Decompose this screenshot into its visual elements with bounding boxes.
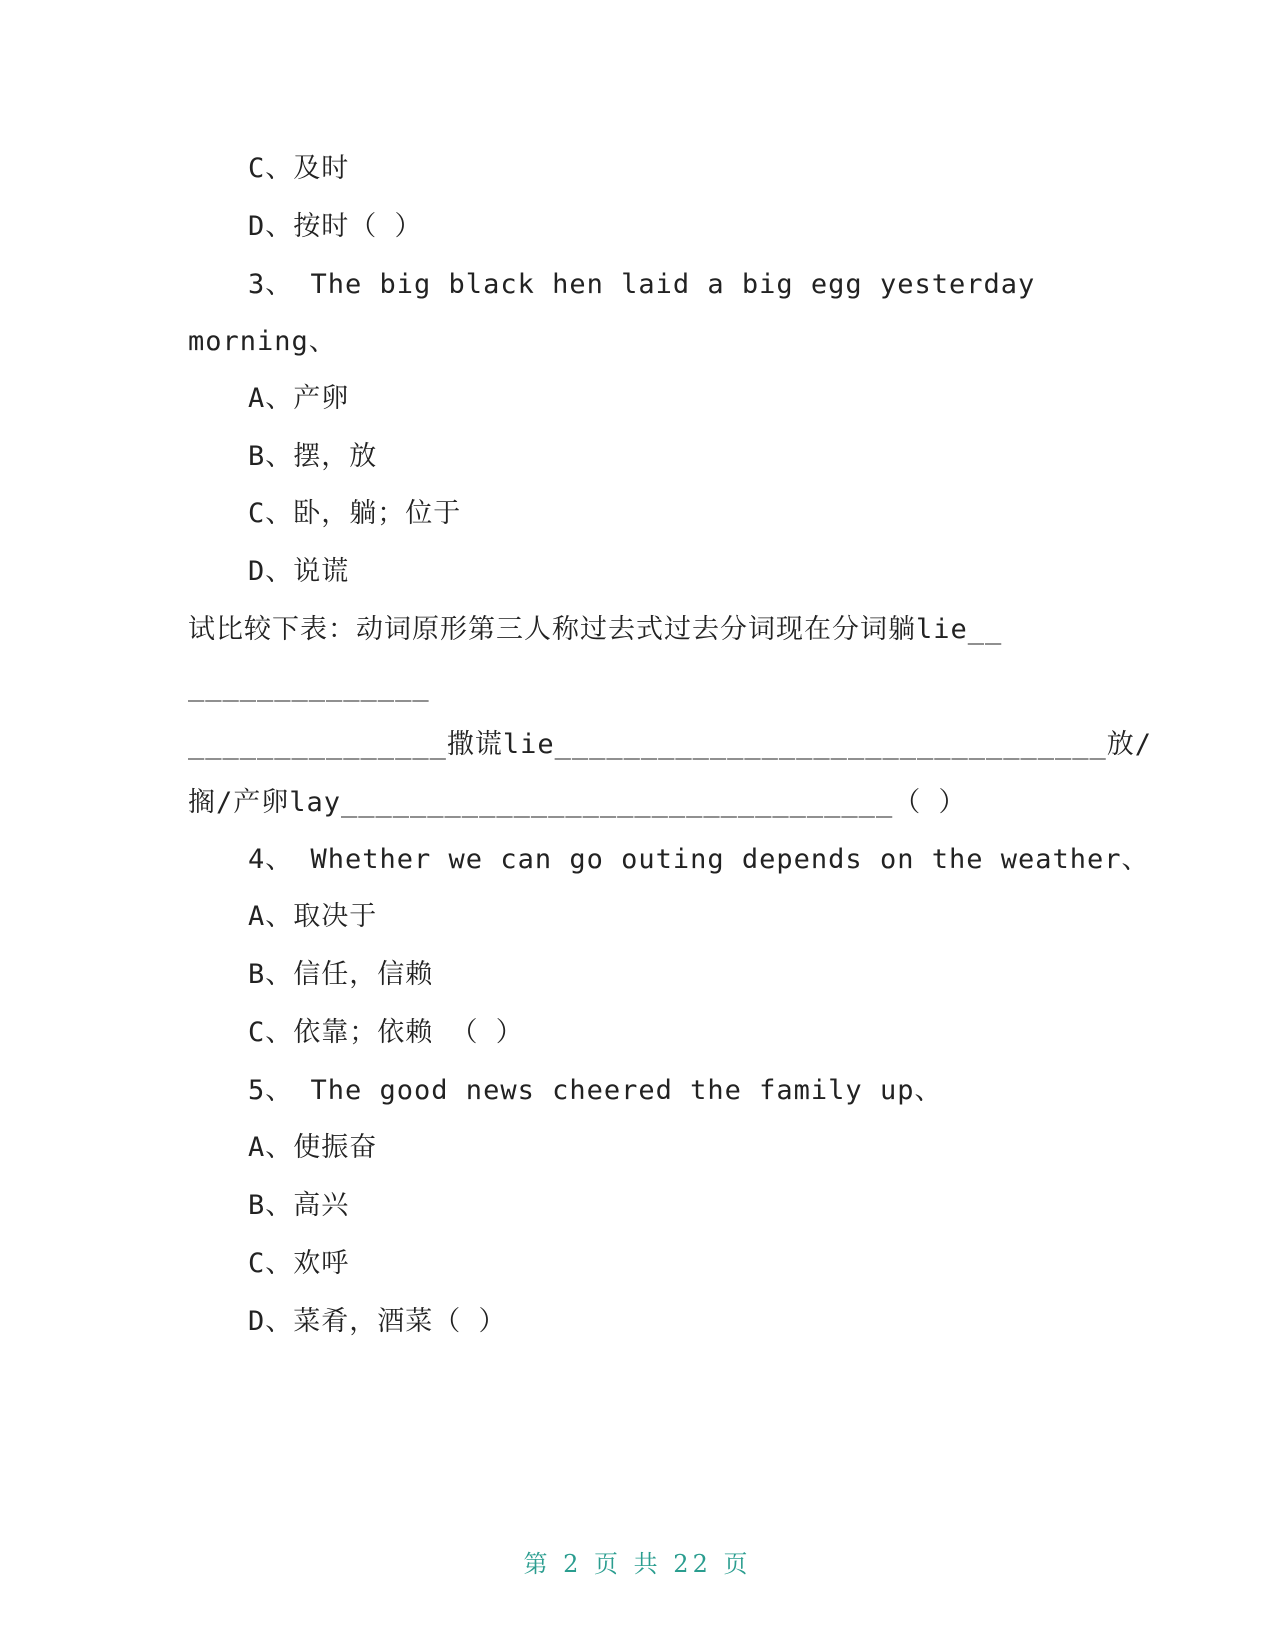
option-a-line: A、取决于 xyxy=(248,901,378,932)
page-number-footer: 第 2 页 共 22 页 xyxy=(523,1550,752,1578)
option-b-line: B、高兴 xyxy=(248,1190,350,1221)
option-c-line: C、及时 xyxy=(248,153,350,184)
comparison-blank-line: ______________ xyxy=(188,671,430,702)
comparison-line: 试比较下表：动词原形第三人称过去式过去分词现在分词躺lie__ xyxy=(188,614,1003,645)
option-d-line: D、菜肴，酒菜（ ） xyxy=(248,1306,507,1337)
option-b-line: B、信任，信赖 xyxy=(248,959,434,990)
option-c-line: C、依靠；依赖 （ ） xyxy=(248,1017,524,1048)
option-c-line: C、卧，躺；位于 xyxy=(248,498,462,529)
option-d-line: D、说谎 xyxy=(248,556,350,587)
comparison-line: 搁/产卵lay________________________________（ ） xyxy=(188,787,967,818)
option-a-line: A、使振奋 xyxy=(248,1132,378,1163)
option-a-line: A、产卵 xyxy=(248,383,350,414)
question-5-line: 5、 The good news cheered the family up、 xyxy=(248,1075,943,1106)
option-d-line: D、按时（ ） xyxy=(248,211,423,242)
question-3-line: 3、 The big black hen laid a big egg yesterday xyxy=(248,269,1036,300)
option-c-line: C、欢呼 xyxy=(248,1248,350,1279)
question-3-continuation: morning、 xyxy=(188,326,337,357)
option-b-line: B、摆，放 xyxy=(248,441,378,472)
comparison-line: _______________撒谎lie________________________________放/ xyxy=(188,729,1153,760)
question-4-line: 4、 Whether we can go outing depends on the weather、 xyxy=(248,844,1150,875)
